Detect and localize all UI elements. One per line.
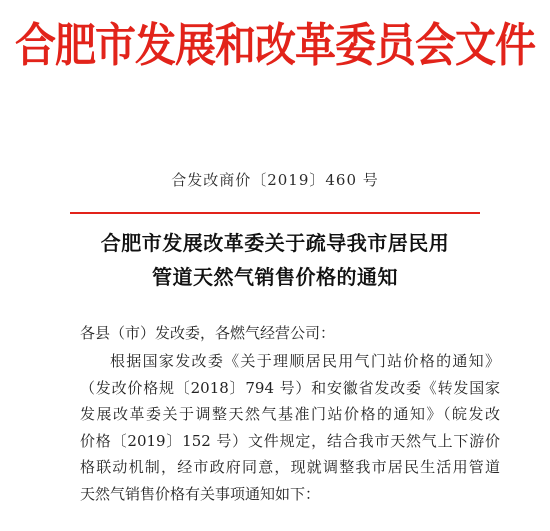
org-header-title: 合肥市发展和改革委员会文件	[15, 18, 535, 73]
body-line-1: 根据国家发改委《关于理顺居民用气门站价格的通知》	[110, 352, 500, 370]
body-paragraph	[80, 348, 500, 507]
notice-title	[0, 226, 550, 294]
addressee-line: 各县（市）发改委，各燃气经营公司：	[80, 324, 336, 342]
red-divider-line	[70, 212, 480, 214]
body-line-3: 发展改革委关于调整天然气基准门站价格的通知》（皖发改	[80, 405, 500, 423]
notice-title-line-1: 合肥市发展改革委关于疏导我市居民用	[100, 231, 450, 255]
body-line-6: 天然气销售价格有关事项通知如下：	[80, 484, 321, 503]
body-line-5: 格联动机制，经市政府同意，现就调整我市居民生活用管道	[80, 458, 500, 476]
body-line-2: （发改价格规〔2018〕794 号）和安徽省发改委《转发国家	[80, 378, 500, 397]
body-line-4: 价格〔2019〕152 号）文件规定，结合我市天然气上下游价	[80, 431, 500, 450]
document-number: 合发改商价〔2019〕460 号	[171, 171, 379, 189]
notice-title-line-2: 管道天然气销售价格的通知	[152, 265, 398, 289]
